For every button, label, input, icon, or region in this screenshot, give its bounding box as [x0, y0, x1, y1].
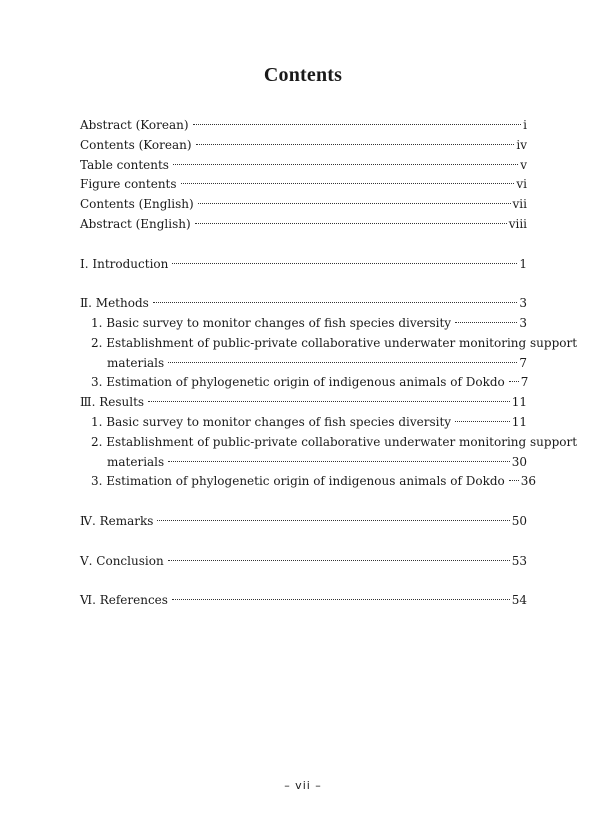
toc-label: Ⅰ. Introduction [80, 256, 169, 271]
toc-label: Ⅱ. Methods [80, 296, 149, 311]
toc-entry-abstract-korean[interactable] [80, 116, 527, 136]
toc-label: Ⅲ. Results [80, 395, 145, 410]
toc-label: Ⅵ. References [80, 593, 168, 608]
toc-page: 30 [511, 454, 527, 469]
page-title: Contents [263, 64, 343, 86]
toc-page: viii [508, 216, 527, 231]
toc-entry-abstract-english[interactable] [80, 215, 527, 235]
toc-page: 50 [511, 513, 527, 528]
toc-entry-references[interactable] [80, 591, 527, 611]
toc-label: Ⅴ. Conclusion [80, 553, 164, 568]
toc-label: 1. Basic survey to monitor changes of fish species diversity [91, 315, 452, 330]
toc-page: vii [512, 197, 527, 212]
toc-page: 54 [511, 593, 527, 608]
dot-leader [157, 520, 509, 521]
toc-entry-results-2-continued[interactable] [80, 453, 527, 473]
toc-entry-results-1[interactable] [80, 413, 527, 433]
toc-label: 1. Basic survey to monitor changes of fish species diversity [91, 414, 452, 429]
toc-page: 1 [519, 256, 527, 271]
toc-entry-conclusion[interactable] [80, 552, 527, 572]
toc-entry-results-3[interactable] [80, 472, 537, 492]
toc-entry-contents-english[interactable] [80, 195, 527, 215]
toc-page: v [520, 157, 527, 172]
toc-label: materials [107, 355, 165, 370]
dot-leader [148, 401, 510, 402]
dot-leader [172, 263, 517, 264]
dot-leader [509, 480, 519, 481]
toc-page: 7 [520, 375, 529, 390]
toc-label: Abstract (English) [80, 216, 191, 231]
toc-label: 2. Establishment of public-private collaborative underwater monitoring support [91, 335, 578, 350]
toc-entry-methods-2[interactable] [80, 334, 578, 354]
dot-leader [198, 203, 511, 204]
toc-label: 3. Estimation of phylogenetic origin of indigenous animals of Dokdo [91, 474, 505, 489]
toc-page: 11 [511, 395, 527, 410]
toc-entry-remarks[interactable] [80, 512, 527, 532]
toc-label: Abstract (Korean) [80, 118, 189, 132]
dot-leader [173, 164, 518, 165]
toc-entry-methods[interactable] [80, 294, 527, 314]
dot-leader [455, 421, 510, 422]
toc-page: 53 [511, 553, 527, 568]
toc-page: 36 [520, 474, 537, 489]
dot-leader [181, 183, 515, 184]
toc-entry-figure-contents[interactable] [80, 175, 527, 195]
toc-label: Contents (Korean) [80, 137, 192, 152]
dot-leader [196, 144, 515, 145]
toc-label: Ⅳ. Remarks [80, 513, 154, 528]
toc-label: 2. Establishment of public-private collaborative underwater monitoring support [91, 434, 578, 449]
dot-leader [455, 322, 517, 323]
toc-label: Figure contents [80, 177, 177, 192]
toc-entry-table-contents[interactable] [80, 156, 527, 176]
page-number-footer: – vii – [284, 779, 322, 792]
dot-leader [168, 461, 510, 462]
toc-entry-methods-3[interactable] [80, 373, 527, 393]
toc-label: materials [107, 454, 165, 469]
dot-leader [153, 302, 518, 303]
toc-label: Table contents [80, 157, 169, 172]
dot-leader [168, 362, 517, 363]
toc-entry-contents-korean[interactable] [80, 136, 527, 156]
toc-entry-methods-2-continued[interactable] [80, 354, 527, 374]
toc-entry-methods-1[interactable] [80, 314, 527, 334]
dot-leader [168, 560, 510, 561]
toc-page: i [523, 118, 527, 132]
toc-entry-introduction[interactable] [80, 255, 527, 275]
toc-page: iv [516, 137, 527, 152]
toc-page: vi [516, 177, 527, 192]
toc-entry-results[interactable] [80, 393, 527, 413]
dot-leader [195, 223, 507, 224]
toc-page: 3 [519, 315, 527, 330]
toc-label: Contents (English) [80, 197, 194, 212]
toc-page: 11 [511, 414, 527, 429]
table-of-contents [80, 116, 578, 611]
dot-leader [172, 599, 510, 600]
toc-page: 7 [519, 355, 527, 370]
toc-label: 3. Estimation of phylogenetic origin of indigenous animals of Dokdo [91, 375, 505, 390]
dot-leader [509, 381, 519, 382]
toc-entry-results-2[interactable] [80, 433, 578, 453]
dot-leader [193, 124, 522, 125]
toc-page: 3 [519, 296, 527, 311]
